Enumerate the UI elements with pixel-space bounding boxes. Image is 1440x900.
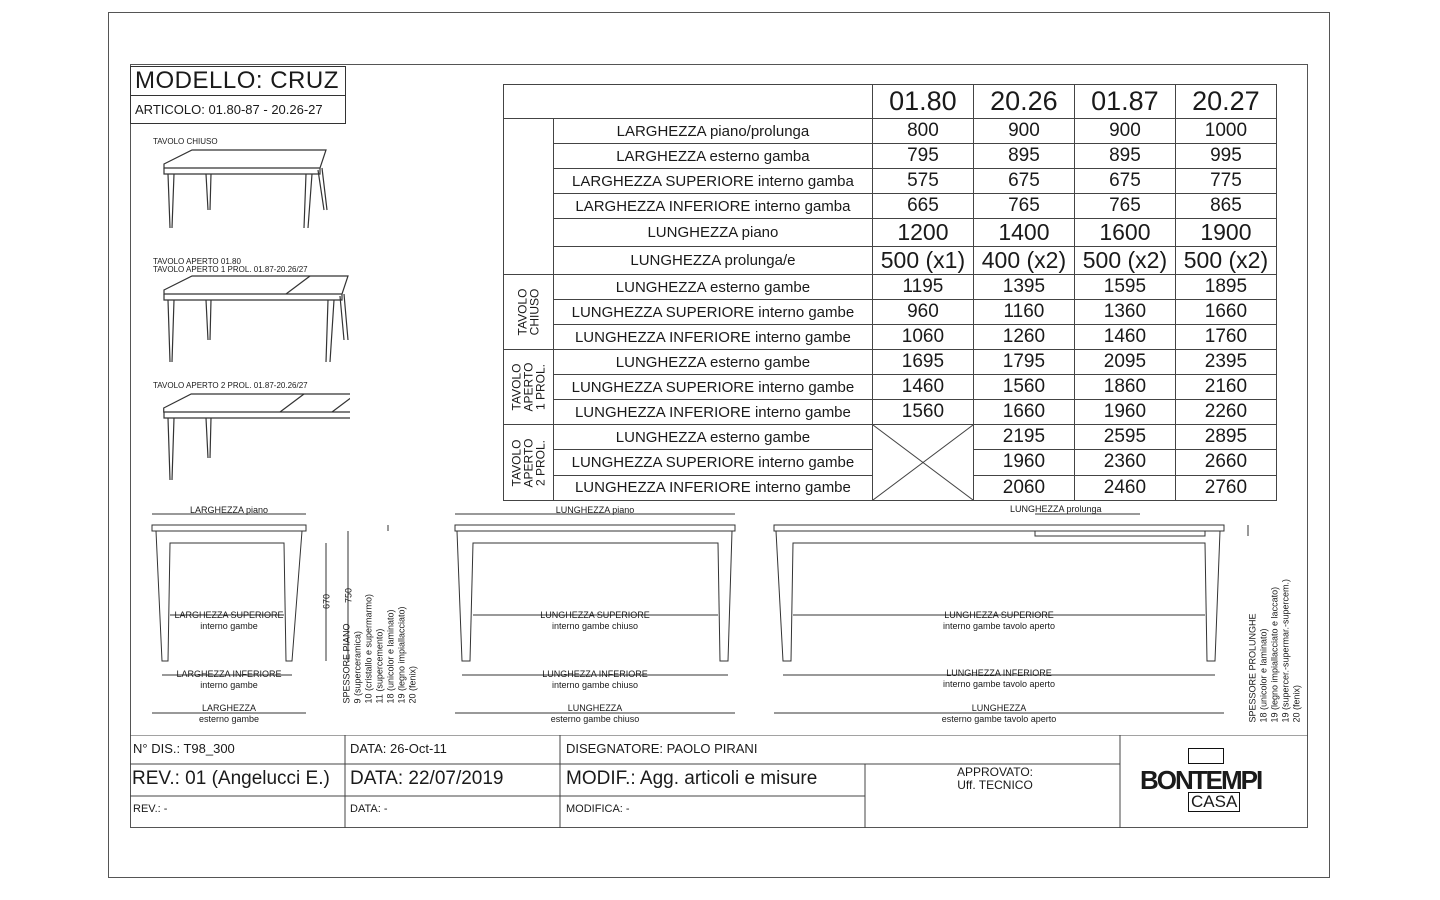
front-label-sup-1: LUNGHEZZA SUPERIORE [540,610,650,620]
group-aperto2-label: TAVOLO APERTO 2 PROL. [509,438,548,487]
open2-top [164,394,350,412]
open1-top-edge [164,294,342,300]
cell: 675 [973,169,1074,194]
group-aperto2 [504,425,554,501]
logo-sub-text: CASA [1188,792,1240,812]
cell: 895 [973,144,1074,169]
row-label: LUNGHEZZA INFERIORE interno gambe [553,475,872,500]
open-label-ext-2: esterno gambe tavolo aperto [941,714,1057,724]
side-legs [156,531,302,661]
side-label-750: 750 [343,587,354,604]
cell: 1400 [973,219,1074,247]
cell: 500 (x2) [1175,247,1276,275]
cell: 2660 [1175,450,1276,475]
front-label-top: LUNGHEZZA piano [555,505,635,515]
open-legs [776,531,1220,661]
table-corner [504,85,873,119]
open2-leg-1 [168,418,174,480]
cell: 1595 [1074,275,1175,300]
open-top-slab [774,525,1224,531]
cell: 800 [872,119,973,144]
cell: 2460 [1074,475,1175,500]
cell: 2060 [973,475,1074,500]
side-label-ext-1: LARGHEZZA [201,703,256,713]
spec-table [503,84,1277,501]
cell: 1395 [973,275,1074,300]
open2-joints [280,394,350,412]
side-label-top: LARGHEZZA piano [189,505,269,515]
row-label: LUNGHEZZA INFERIORE interno gambe [553,325,872,350]
side-top-slab [152,525,306,531]
col-header: 01.87 [1074,85,1175,119]
front-label-inf-2: interno gambe chiuso [551,680,639,690]
row-label: LARGHEZZA INFERIORE interno gamba [553,194,872,219]
open1-joint [286,276,310,294]
cell: 575 [872,169,973,194]
open-label-sup-2: interno gambe tavolo aperto [942,621,1056,631]
row-label: LUNGHEZZA piano [553,219,872,247]
cell: 895 [1074,144,1175,169]
open1-leg-1 [168,300,174,362]
col-header: 20.27 [1175,85,1276,119]
cell: 765 [1074,194,1175,219]
cell: 1560 [872,400,973,425]
cell: 2160 [1175,375,1276,400]
cell: 665 [872,194,973,219]
cross-mark [873,425,973,500]
side-label-sup-1: LARGHEZZA SUPERIORE [174,610,284,620]
open-label-inf-2: interno gambe tavolo aperto [942,679,1056,689]
open1-top [164,276,348,294]
cell: 795 [872,144,973,169]
side-label-inf-2: interno gambe [200,680,258,690]
group-aperto1 [504,350,554,425]
row-label: LUNGHEZZA INFERIORE interno gambe [553,400,872,425]
open1-leg-2 [206,300,211,340]
row-label: LUNGHEZZA SUPERIORE interno gambe [553,375,872,400]
cell: 1600 [1074,219,1175,247]
cell: 900 [1074,119,1175,144]
cell: 1000 [1175,119,1276,144]
cell: 1160 [973,300,1074,325]
open1-leg-3 [326,300,334,362]
revision-empty: REV.: - [133,803,168,815]
side-label-inf-1: LARGHEZZA INFERIORE [176,669,282,679]
group-chiuso [504,275,554,350]
view-label-closed: TAVOLO CHIUSO [153,137,218,146]
cell: 1060 [872,325,973,350]
row-label: LUNGHEZZA prolunga/e [553,247,872,275]
cell: 1460 [872,375,973,400]
cell: 1895 [1175,275,1276,300]
revision-date: DATA: 22/07/2019 [350,768,504,789]
cell: 2195 [973,425,1074,450]
open-label-ext-1: LUNGHEZZA [971,703,1027,713]
row-label: LUNGHEZZA SUPERIORE interno gambe [553,300,872,325]
article-codes: ARTICOLO: 01.80-87 - 20.26-27 [130,96,346,124]
modifica-empty: MODIFICA: - [566,803,630,815]
closed-leg-2 [206,174,211,210]
cell: 2895 [1175,425,1276,450]
front-top-slab [455,525,735,531]
revision: REV.: 01 (Angelucci E.) [132,768,330,789]
row-label: LUNGHEZZA SUPERIORE interno gambe [553,450,872,475]
designer: DISEGNATORE: PAOLO PIRANI [566,741,758,756]
cell: 2260 [1175,400,1276,425]
na-cell-crossed [872,425,973,501]
col-header: 20.26 [973,85,1074,119]
drawing-date: DATA: 26-Oct-11 [350,741,447,756]
view-label-open2: TAVOLO APERTO 2 PROL. 01.87-20.26/27 [153,381,308,390]
front-legs [457,531,732,661]
open-label-prolunga: LUNGHEZZA prolunga [1010,504,1102,514]
logo-brand-text: BONTEMPI [1140,765,1262,795]
group-chiuso-label: TAVOLO CHIUSO [515,288,542,336]
cell: 1760 [1175,325,1276,350]
row-label: LUNGHEZZA esterno gambe [553,350,872,375]
row-label: LARGHEZZA esterno gamba [553,144,872,169]
front-label-sup-2: interno gambe chiuso [551,621,639,631]
table-perspective-views [150,140,350,510]
closed-top [164,150,326,168]
open-extension [1035,531,1205,536]
cell: 900 [973,119,1074,144]
open-label-sup-1: LUNGHEZZA SUPERIORE [944,610,1054,620]
open1-leg-4 [340,294,348,340]
row-label: LARGHEZZA SUPERIORE interno gamba [553,169,872,194]
cell: 1460 [1074,325,1175,350]
cell: 775 [1175,169,1276,194]
approval: APPROVATO: Uff. TECNICO [956,765,1034,792]
front-label-inf-1: LUNGHEZZA INFERIORE [542,669,648,679]
side-label-sup-2: interno gambe [200,621,258,631]
cell: 2595 [1074,425,1175,450]
cell: 1860 [1074,375,1175,400]
cell: 865 [1175,194,1276,219]
cell: 2760 [1175,475,1276,500]
cell: 960 [872,300,973,325]
front-label-ext-2: esterno gambe chiuso [550,714,640,724]
drawing-number: N° DIS.: T98_300 [133,741,235,756]
view-label-open1-b: TAVOLO APERTO 1 PROL. 01.87-20.26/27 [153,265,308,274]
model-title: MODELLO: CRUZ [130,66,346,96]
row-label: LUNGHEZZA esterno gambe [553,425,872,450]
cell: 1795 [973,350,1074,375]
open-label-inf-1: LUNGHEZZA INFERIORE [946,668,1052,678]
cell: 1560 [973,375,1074,400]
closed-leg-3 [304,174,312,228]
thickness-ext-note: SPESSORE PROLUNGHE 18 (unicolor e laminato) 19 (legno impiallacciato e laccato) 19 (supercer.-supermar.-supercem.) 20 (fenix) [1247,578,1302,723]
cell: 2095 [1074,350,1175,375]
date-empty: DATA: - [350,803,388,815]
cell: 1960 [1074,400,1175,425]
open2-top-edge [164,412,350,418]
view-label-open1-a: TAVOLO APERTO 01.80 [153,257,241,266]
front-label-ext-1: LUNGHEZZA [567,703,623,713]
side-label-670: 670 [321,593,332,610]
cell: 400 (x2) [973,247,1074,275]
group-aperto1-label: TAVOLO APERTO 1 PROL. [509,362,548,412]
closed-leg-1 [168,174,174,228]
cell: 2360 [1074,450,1175,475]
cell: 675 [1074,169,1175,194]
cell: 1660 [1175,300,1276,325]
cell: 765 [973,194,1074,219]
group-general [504,119,554,275]
row-label: LUNGHEZZA esterno gambe [553,275,872,300]
open2-leg-2 [206,418,211,458]
cell: 500 (x1) [872,247,973,275]
cell: 1695 [872,350,973,375]
cell: 1200 [872,219,973,247]
cell: 1660 [973,400,1074,425]
side-label-ext-2: esterno gambe [198,714,260,724]
thickness-top-note: SPESSORE PIANO 9 (superceramica) 10 (cristallo e supermarmo) 11 (supercemento) 18 (unicolor e laminato) 19 (legno impiallacciato) 20 (fenix) [341,593,418,704]
row-label: LARGHEZZA piano/prolunga [553,119,872,144]
cell: 995 [1175,144,1276,169]
cell: 1260 [973,325,1074,350]
modification: MODIF.: Agg. articoli e misure [566,768,818,789]
cell: 1360 [1074,300,1175,325]
cell: 1195 [872,275,973,300]
col-header: 01.80 [872,85,973,119]
logo-frame [1188,748,1224,764]
cell: 1900 [1175,219,1276,247]
cell: 1960 [973,450,1074,475]
closed-top-edge [164,168,320,174]
cell: 2395 [1175,350,1276,375]
cell: 500 (x2) [1074,247,1175,275]
